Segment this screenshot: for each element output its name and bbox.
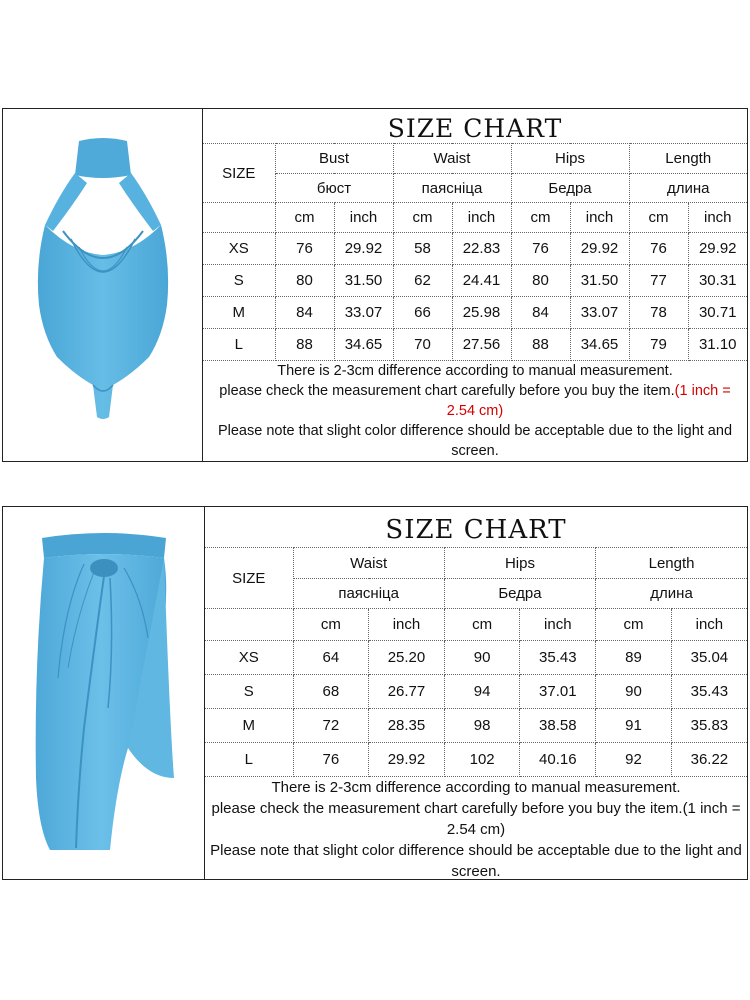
unit-cell: cm	[275, 203, 334, 233]
measure-header-length: Length	[596, 548, 747, 579]
value-cell: 89	[596, 641, 672, 675]
measure-header-length: Length	[629, 144, 747, 174]
measure-header-bust-cyr: бюст	[275, 174, 393, 203]
size-chart-bodysuit	[203, 109, 747, 461]
value-cell: 80	[275, 265, 334, 297]
value-cell: 31.10	[688, 329, 747, 361]
value-cell: 29.92	[369, 743, 445, 777]
value-cell: 90	[596, 675, 672, 709]
value-cell: 33.07	[570, 297, 629, 329]
ruched-midi-skirt-image	[24, 528, 184, 858]
value-cell: 36.22	[671, 743, 747, 777]
unit-cell: cm	[596, 609, 672, 641]
table-row	[205, 709, 747, 743]
note-color-difference: Please note that slight color difference should be acceptable due to the light and screen.	[217, 423, 733, 459]
value-cell: 25.98	[452, 297, 511, 329]
value-cell: 64	[293, 641, 369, 675]
unit-cell: inch	[688, 203, 747, 233]
value-cell: 22.83	[452, 233, 511, 265]
product-photo-skirt	[3, 507, 205, 879]
value-cell: 31.50	[570, 265, 629, 297]
size-cell: XS	[205, 641, 293, 675]
value-cell: 35.04	[671, 641, 747, 675]
size-cell: M	[205, 709, 293, 743]
measure-header-hips-cyr: Бедра	[511, 174, 629, 203]
value-cell: 31.50	[334, 265, 393, 297]
value-cell: 28.35	[369, 709, 445, 743]
value-cell: 76	[629, 233, 688, 265]
note-inch-conversion: (1 inch = 2.54 cm)	[446, 383, 731, 419]
chart-title: SIZE CHART	[387, 114, 563, 143]
value-cell: 33.07	[334, 297, 393, 329]
value-cell: 90	[444, 641, 520, 675]
value-cell: 88	[511, 329, 570, 361]
size-cell: L	[205, 743, 293, 777]
unit-row	[203, 203, 747, 233]
unit-cell: inch	[452, 203, 511, 233]
size-column-header: SIZE	[203, 144, 275, 203]
product-photo-bodysuit	[3, 109, 203, 461]
note-check-chart	[205, 381, 745, 421]
unit-cell: cm	[511, 203, 570, 233]
value-cell: 35.43	[520, 641, 596, 675]
size-notes	[205, 777, 747, 882]
value-cell: 94	[444, 675, 520, 709]
value-cell: 35.83	[671, 709, 747, 743]
chart-title: SIZE CHART	[385, 515, 567, 545]
value-cell: 34.65	[570, 329, 629, 361]
value-cell: 84	[511, 297, 570, 329]
value-cell: 72	[293, 709, 369, 743]
table-row	[205, 743, 747, 777]
value-cell: 92	[596, 743, 672, 777]
value-cell: 35.43	[671, 675, 747, 709]
measure-header-length-cyr: длина	[629, 174, 747, 203]
value-cell: 29.92	[334, 233, 393, 265]
size-table	[203, 143, 747, 361]
size-column-header: SIZE	[205, 548, 293, 609]
unit-cell: inch	[520, 609, 596, 641]
value-cell: 30.31	[688, 265, 747, 297]
value-cell: 76	[293, 743, 369, 777]
size-chart-card-bodysuit	[2, 108, 748, 462]
size-chart-skirt	[205, 507, 747, 879]
value-cell: 77	[629, 265, 688, 297]
unit-cell: cm	[393, 203, 452, 233]
value-cell: 98	[444, 709, 520, 743]
table-row	[203, 297, 747, 329]
value-cell: 58	[393, 233, 452, 265]
value-cell: 79	[629, 329, 688, 361]
unit-cell: inch	[570, 203, 629, 233]
size-cell: XS	[203, 233, 275, 265]
table-row	[205, 641, 747, 675]
measure-header-hips-cyr: Бедра	[444, 579, 595, 609]
measure-header-waist-cyr: паясніца	[393, 174, 511, 203]
value-cell: 76	[511, 233, 570, 265]
unit-cell: cm	[293, 609, 369, 641]
note-check-chart: please check the measurement chart carefully before you buy the item.(1 inch = 2.54 cm)	[211, 800, 741, 838]
table-row	[203, 265, 747, 297]
note-check-chart-text: please check the measurement chart carefully before you buy the item.	[219, 383, 675, 399]
value-cell: 24.41	[452, 265, 511, 297]
value-cell: 62	[393, 265, 452, 297]
value-cell: 102	[444, 743, 520, 777]
value-cell: 88	[275, 329, 334, 361]
unit-cell: cm	[629, 203, 688, 233]
unit-spacer	[203, 203, 275, 233]
note-color-difference: Please note that slight color difference should be acceptable due to the light and screen.	[210, 842, 742, 880]
note-measurement-difference: There is 2-3cm difference according to manual measurement.	[277, 363, 673, 379]
unit-spacer	[205, 609, 293, 641]
size-cell: S	[203, 265, 275, 297]
value-cell: 80	[511, 265, 570, 297]
unit-cell: inch	[671, 609, 747, 641]
value-cell: 66	[393, 297, 452, 329]
measure-header-hips: Hips	[444, 548, 595, 579]
value-cell: 38.58	[520, 709, 596, 743]
value-cell: 29.92	[570, 233, 629, 265]
value-cell: 68	[293, 675, 369, 709]
measure-header-waist: Waist	[293, 548, 444, 579]
size-notes	[203, 361, 747, 461]
value-cell: 84	[275, 297, 334, 329]
value-cell: 30.71	[688, 297, 747, 329]
note-measurement-difference: There is 2-3cm difference according to manual measurement.	[271, 779, 681, 796]
table-row	[203, 329, 747, 361]
measure-header-bust: Bust	[275, 144, 393, 174]
size-cell: L	[203, 329, 275, 361]
measure-header-hips: Hips	[511, 144, 629, 174]
value-cell: 27.56	[452, 329, 511, 361]
value-cell: 40.16	[520, 743, 596, 777]
value-cell: 70	[393, 329, 452, 361]
unit-cell: cm	[444, 609, 520, 641]
table-row	[205, 675, 747, 709]
measure-header-waist: Waist	[393, 144, 511, 174]
value-cell: 34.65	[334, 329, 393, 361]
size-chart-card-skirt	[2, 506, 748, 880]
value-cell: 25.20	[369, 641, 445, 675]
unit-cell: inch	[369, 609, 445, 641]
measure-header-waist-cyr: паясніца	[293, 579, 444, 609]
table-row	[203, 233, 747, 265]
value-cell: 37.01	[520, 675, 596, 709]
value-cell: 91	[596, 709, 672, 743]
size-cell: S	[205, 675, 293, 709]
value-cell: 76	[275, 233, 334, 265]
unit-cell: inch	[334, 203, 393, 233]
value-cell: 78	[629, 297, 688, 329]
unit-row	[205, 609, 747, 641]
value-cell: 29.92	[688, 233, 747, 265]
size-table	[205, 547, 747, 777]
value-cell: 26.77	[369, 675, 445, 709]
measure-header-length-cyr: длина	[596, 579, 747, 609]
halter-cowl-bodysuit-image	[23, 135, 183, 435]
size-cell: M	[203, 297, 275, 329]
